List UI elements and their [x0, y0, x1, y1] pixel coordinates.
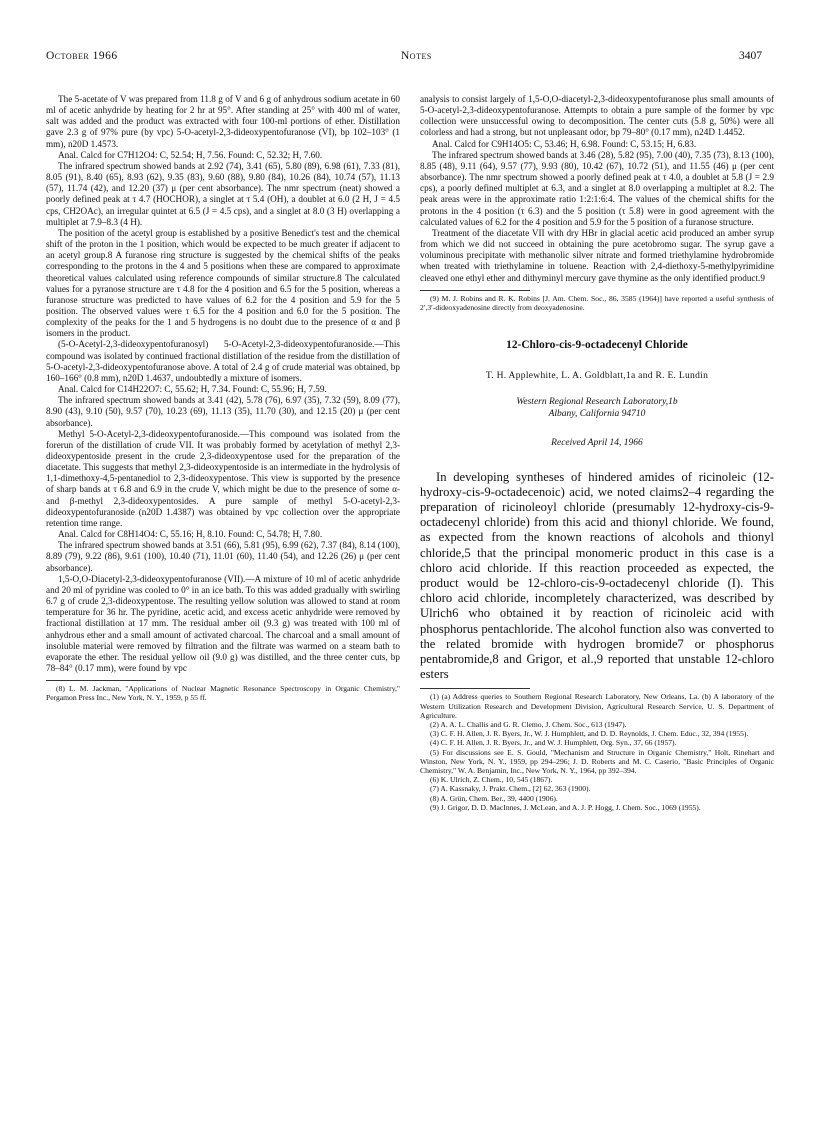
footnote-rule	[46, 680, 156, 681]
article-affiliation	[420, 396, 774, 420]
footnote-rule	[420, 290, 530, 291]
footnote: (3) C. F. H. Allen, J. R. Byers, Jr., W. J. Humphlett, and D. D. Reynolds, J. Chem. Educ., 32, 394 (1955).	[430, 729, 749, 739]
analysis-line: Anal. Calcd for C14H22O7: C, 55.62; H, 7.34. Found: C, 55.96; H, 7.59.	[58, 384, 327, 395]
paragraph: The 5-acetate of V was prepared from 11.8 g of V and 6 g of anhydrous sodium acetate in 60 ml of acetic anhydride by heating for 2 hr at 95°. After standing at 25° with 400 ml of water, salt was added and the product was extracted with four 100-ml portions of ether. Distillation gave 2.3 g of 97% pure (by vpc) 5-O-acetyl-2,3-dideoxypentofuranose (VI), bp 102–103° (1 mm), n20D 1.4573.	[46, 94, 400, 149]
paragraph: Treatment of the diacetate VII with dry HBr in glacial acetic acid produced an amber syrup from which we did not succeed in obtaining the pure acetobromo sugar. The syrup gave a voluminous precipitate with methanolic silver nitrate and formed triethylamine hydrobromide when treated with triethylamine in toluene. Reaction with 2,4-diethoxy-5-methylpyrimidine cleaved one ethyl ether and dithyminyl mercury gave thymine as the only identified product.9	[420, 227, 774, 283]
article-authors: T. H. Applewhite, L. A. Goldblatt,1a and R. E. Lundin	[485, 371, 709, 382]
affiliation-line: Albany, California 94710	[548, 409, 646, 420]
footnote: (5) For discussions see E. S. Gould, "Mechanism and Structure in Organic Chemistry," Holt, Rinehart and Winston, New York, N. Y., 1959, pp 294–296; J. D. Roberts and M. C. Caserio, "Basic Principles of Organic Chemistry," W. A. Benjamin, Inc., New York, N. Y., 1964, pp 392–394.	[420, 747, 774, 775]
footnote: (2) A. A. L. Challis and G. R. Clemo, J. Chem. Soc., 613 (1947).	[430, 719, 627, 729]
header-section: Notes	[401, 50, 432, 62]
analysis-line: Anal. Calcd for C8H14O4: C, 55.16; H, 8.10. Found: C, 54.78; H, 7.80.	[58, 529, 323, 540]
article-title: 12-Chloro-cis-9-octadecenyl Chloride	[506, 339, 688, 352]
left-column	[46, 94, 400, 703]
paragraph: The infrared spectrum showed bands at 2.92 (74), 3.41 (65), 5.80 (89), 6.98 (61), 7.33 (81), 8.05 (91), 8.40 (65), 8.93 (62), 9.35 (83), 9.60 (88), 9.80 (84), 10.26 (84), 10.74 (57), 11.13 (57), 11.74 (42), and 12.20 (37) μ (per cent absorbance). The nmr spectrum (neat) showed a poorly defined peak at τ 4.7 (HOCHOR), a singlet at τ 5.4 (OH), a doublet at 6.0 (2 H, J = 4.5 cps, CH2OAc), an irregular quintet at 6.5 (J = 4.5 cps), and a singlet at 8.0 (3 H) overlapping a multiplet at 7.9–8.3 (4 H).	[46, 160, 400, 227]
analysis-line: Anal. Calcd for C9H14O5: C, 53.46; H, 6.98. Found: C, 53.15; H, 6.83.	[432, 138, 697, 149]
footnote: (7) A. Kassnaky, J. Prakt. Chem., [2] 62, 363 (1900).	[430, 784, 591, 794]
paragraph: The infrared spectrum showed bands at 3.41 (42), 5.78 (76), 6.97 (35), 7.32 (59), 8.09 (77), 8.90 (43), 9.10 (50), 9.57 (70), 10.23 (69), 11.13 (35), 11.70 (30), and 12.15 (20) μ (per cent absorbance).	[46, 395, 400, 428]
footnote: (9) M. J. Robins and R. K. Robins [J. Am. Chem. Soc., 86, 3585 (1964)] have reported a useful synthesis of 2′,3′-dideoxyadenosine directly from deoxyadenosine.	[420, 293, 774, 312]
page-number: 3407	[739, 50, 762, 62]
paragraph: Methyl 5-O-Acetyl-2,3-dideoxypentofuranoside.—This compound was isolated from the forerun of the distillation of crude VII. It was probably formed by acetylation of methyl 2,3-dideoxypentoside present in the crude 2,3-dideoxypentose used for the preparation of the diacetate. This suggests that methyl 2,3-dideoxypentoside is an intermediate in the hydrolysis of 1,1-dimethoxy-4,5-pentanediol to 2,3-dideoxypentose. This view is supported by the presence of sharp bands at τ 6.8 and 6.9 in the crude V, which might be due to the presence of some α- and β-methyl 2,3-dideoxypentosides. A pure sample of methyl 5-O-acetyl-2,3-dideoxypentofuranoside (n20D 1.4387) was obtained by vpc collection over the appropriate retention time range.	[46, 428, 400, 528]
affiliation-line: Western Regional Research Laboratory,1b	[516, 397, 678, 408]
footnote: (9) J. Grigor, D. D. MacInnes, J. McLean, and A. J. P. Hogg, J. Chem. Soc., 1069 (1955).	[430, 802, 701, 812]
footnote: (6) K. Ulrich, Z. Chem., 10, 545 (1867).	[430, 775, 553, 785]
paragraph: The infrared spectrum showed bands at 3.51 (66), 5.81 (95), 6.99 (62), 7.37 (84), 8.14 (100), 8.89 (79), 9.22 (86), 9.61 (100), 10.40 (71), 11.01 (60), 11.40 (54), and 12.26 (26) μ (per cent absorbance).	[46, 540, 400, 573]
page-header	[46, 50, 762, 66]
header-date: October 1966	[46, 50, 118, 62]
paragraph: The position of the acetyl group is established by a positive Benedict's test and the chemical shift of the proton in the 1 position, which would be expected to be much greater if adjacent to an acetyl group.8 A furanose ring structure is suggested by the chemical shifts of the peaks corresponding to the protons in the 4 and 5 positions when these are compared to approximate theoretical values calculated using reference compounds of similar structure.8 The calculated values for a pyranose structure are τ 4.8 for the 4 position and 6.5 for the 5 position, whereas a furanose structure was predicted to have values of 6.2 for the 4 position and 5.9 for the 5 position. The observed values were τ 6.5 for the 4 position and 6.0 for the 5 position. The complexity of the peaks for the 1 and 5 hydrogens is no doubt due to the presence of α and β isomers in the product.	[46, 227, 400, 339]
footnote: (8) A. Grün, Chem. Ber., 39, 4400 (1906).	[430, 793, 558, 803]
received-date: Received April 14, 1966	[551, 438, 643, 449]
footnote: (1) (a) Address queries to Southern Regional Research Laboratory, New Orleans, La. (b) A laboratory of the Western Utilization Research and Development Division, Agricultural Research Service, U. S. Department of Agriculture.	[420, 692, 774, 720]
analysis-line: Anal. Calcd for C7H12O4: C, 52.54; H, 7.56. Found: C, 52.32; H, 7.60.	[58, 149, 323, 160]
footnote: (8) L. M. Jackman, "Applications of Nuclear Magnetic Resonance Spectroscopy in Organic Chemistry," Pergamon Press Inc., New York, N. Y., 1959, p 55 ff.	[46, 684, 400, 703]
right-column	[420, 94, 774, 812]
footnote: (4) C. F. H. Allen, J. R. Byers, Jr., and W. J. Humphlett, Org. Syn., 37, 66 (1957).	[430, 738, 677, 748]
article-body: In developing syntheses of hindered amides of ricinoleic (12-hydroxy-cis-9-octadecenoic) acid, we noted claims2–4 regarding the preparation of ricinoleoyl chloride (presumably 12-hydroxy-cis-9-octadecenyl chloride) from this acid and thionyl chloride. We found, as expected from the known reactions of alcohols and thionyl chloride,5 that the principal monomeric product in this case is a chloro acid chloride. If this reaction proceeded as expected, the product would be 12-chloro-cis-9-octadecenyl chloride (I). This chloro acid chloride, incompletely characterized, was described by Ulrich6 who obtained it by reaction of ricinoleic acid with phosphorus pentachloride. The alcohol function also was converted to the related bromide with hydrogen bromide7 or phosphorus pentabromide,8 and Grigor, et al.,9 reported that unstable 12-chloro esters	[420, 469, 774, 682]
paragraph: 1,5-O,O-Diacetyl-2,3-dideoxypentofuranose (VII).—A mixture of 10 ml of acetic anhydride and 20 ml of pyridine was cooled to 0° in an ice bath. To this was added gradually with swirling 6.7 g of crude 2,3-dideoxypentose. The resulting yellow solution was allowed to stand at room temperature for 36 hr. The pyridine, acetic acid, and excess acetic anhydride were removed by fractional distillation at 17 mm. The residual amber oil (9.3 g) was treated with 100 ml of anhydrous ether and a small amount of activated charcoal. The charcoal and a small amount of insoluble material were removed by filtration and the filtrate was warmed on a steam bath to evaporate the ether. The residual yellow oil (9.0 g) was distilled, and the three center cuts, bp 78–84° (0.17 mm), were found by vpc	[46, 573, 400, 673]
paragraph: analysis to consist largely of 1,5-O,O-diacetyl-2,3-dideoxypentofuranose plus small amounts of 5-O-acetyl-2,3-dideoxypentofuranose. Attempts to obtain a pure sample of the former by vpc collection were unsuccessful owing to decomposition. The center cuts (5.8 g, 50%) were all colorless and had a strong, but not unpleasant odor, bp 79–80° (0.17 mm), n24D 1.4452.	[420, 94, 774, 138]
paragraph: (5-O-Acetyl-2,3-dideoxypentofuranosyl) 5-O-Acetyl-2,3-dideoxypentofuranoside.—This compound was isolated by continued fractional distillation of the residue from the distillation of 5-O-acetyl-2,3-dideoxypentofuranose above. A total of 2.4 g of crude material was obtained, bp 160–166° (0.8 mm), n20D 1.4637, undoubtedly a mixture of isomers.	[46, 339, 400, 383]
footnote-rule	[420, 688, 530, 689]
paragraph: The infrared spectrum showed bands at 3.46 (28), 5.82 (95), 7.00 (40), 7.35 (73), 8.13 (100), 8.85 (48), 9.11 (64), 9.57 (77), 9.93 (80), 10.42 (67), 10.72 (51), and 11.55 (46) μ (per cent absorbance). The nmr spectrum showed a poorly defined peak at τ 4.0, a doublet at 5.8 (J = 2.9 cps), a poorly defined multiplet at 6.3, and a singlet at 8.0 overlapping a multiplet at 8.2. The peak areas were in the approximate ratio 1:2:1:6:4. The values of the chemical shifts for the protons in the 4 position (τ 6.3) and the 5 position (τ 5.8) were in good agreement with the calculated values of 6.2 for the 4 position and 5.9 for the 5 position of a furanose structure.	[420, 149, 774, 227]
